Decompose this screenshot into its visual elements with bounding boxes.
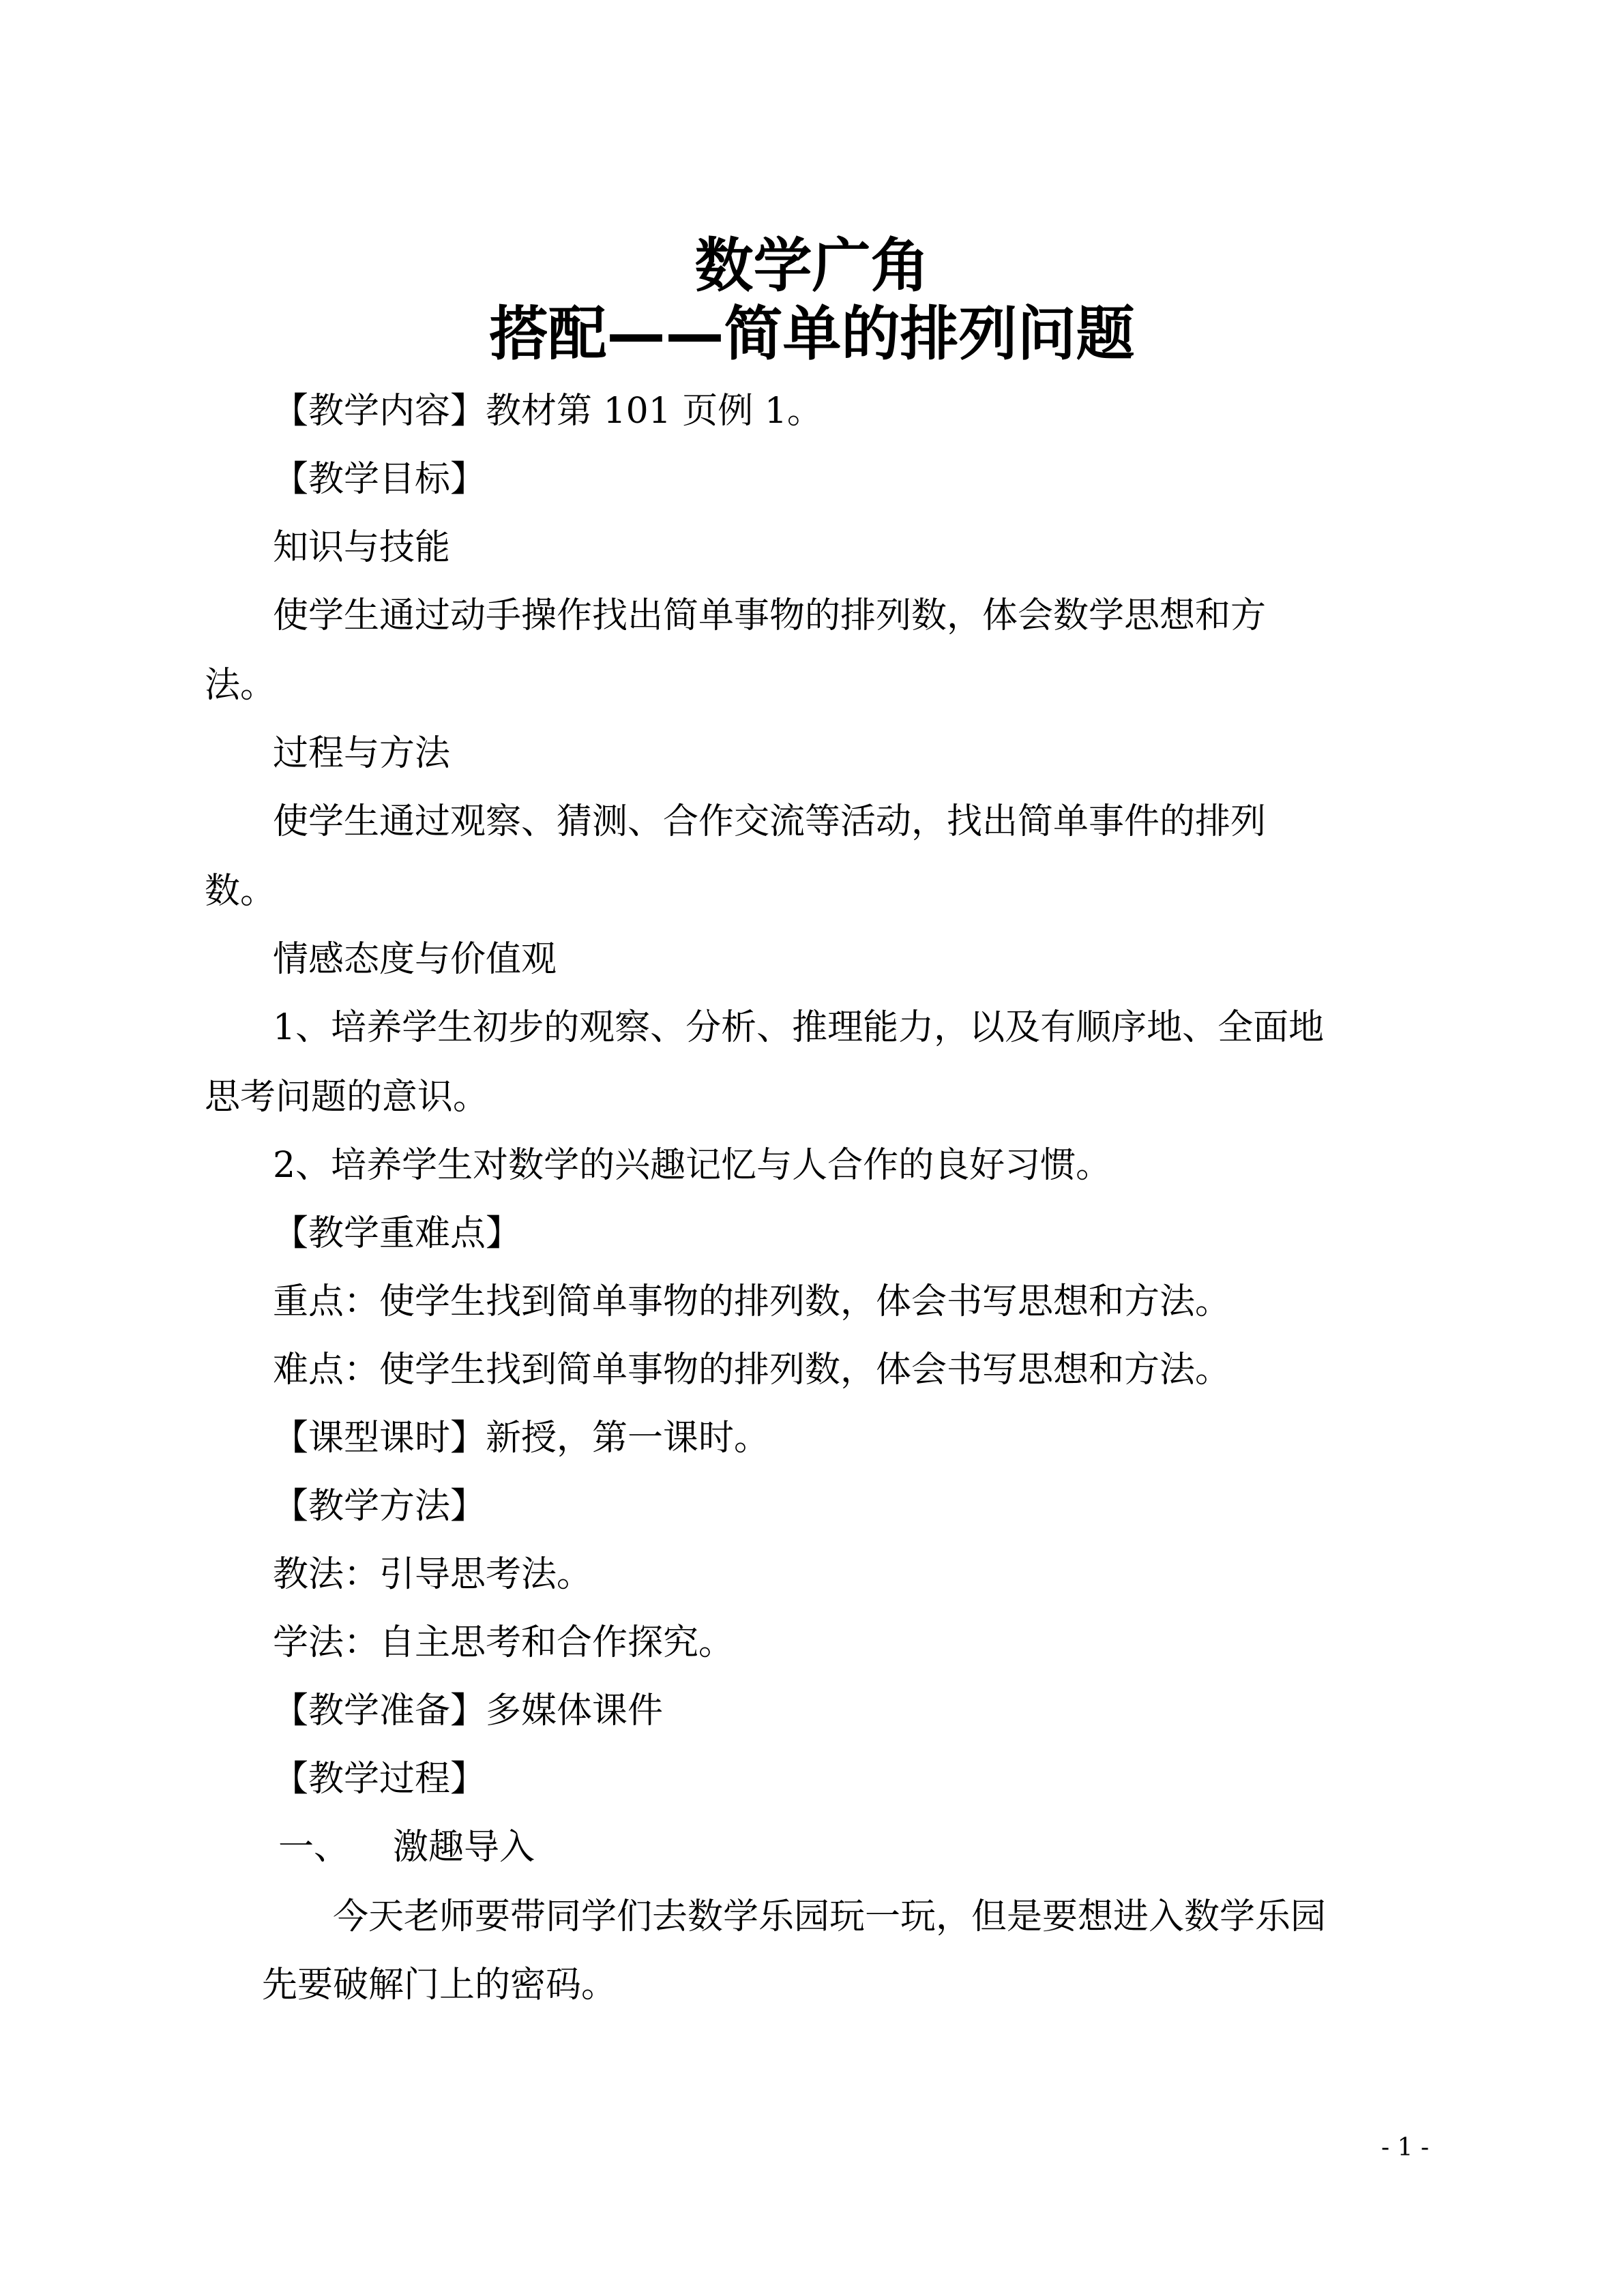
knowledge-skills-text-line2: 法。 (205, 665, 276, 706)
teaching-content: 【教学内容】教材第 101 页例 1。 (273, 391, 823, 432)
lesson-type: 【课型课时】新授，第一课时。 (273, 1418, 770, 1459)
teaching-preparation: 【教学准备】多媒体课件 (273, 1690, 664, 1731)
step-1-number: 一、 (278, 1827, 350, 1868)
key-difficult-heading: 【教学重难点】 (273, 1213, 522, 1254)
teaching-methods-heading: 【教学方法】 (273, 1486, 486, 1527)
document-title: 数学广角 (694, 232, 930, 300)
teaching-method: 教法：引导思考法。 (273, 1554, 593, 1595)
difficult-point: 难点：使学生找到简单事物的排列数，体会书写思想和方法。 (273, 1350, 1231, 1390)
intro-text-line2: 先要破解门上的密码。 (262, 1965, 617, 2006)
process-method-text-line2: 数。 (205, 871, 276, 912)
step-1-title: 激趣导入 (393, 1827, 535, 1868)
document-subtitle: 搭配——简单的排列问题 (489, 300, 1135, 368)
page-number: - 1 - (1381, 2134, 1430, 2162)
knowledge-skills-text-line1: 使学生通过动手操作找出简单事物的排列数，体会数学思想和方 (273, 595, 1267, 636)
emotion-item-1-line1: 1、培养学生初步的观察、分析、推理能力，以及有顺序地、全面地 (273, 1007, 1325, 1048)
emotion-item-1-line2: 思考问题的意识。 (205, 1077, 489, 1118)
key-point: 重点：使学生找到简单事物的排列数，体会书写思想和方法。 (273, 1281, 1231, 1322)
teaching-goals-heading: 【教学目标】 (273, 459, 486, 500)
teaching-process-heading: 【教学过程】 (273, 1759, 486, 1800)
knowledge-skills-heading: 知识与技能 (273, 527, 451, 568)
emotion-item-2: 2、培养学生对数学的兴趣记忆与人合作的良好习惯。 (273, 1145, 1112, 1186)
intro-text-line1: 今天老师要带同学们去数学乐园玩一玩，但是要想进入数学乐园 (333, 1896, 1327, 1937)
process-method-heading: 过程与方法 (273, 733, 451, 774)
emotion-values-heading: 情感态度与价值观 (273, 939, 557, 980)
process-method-text-line1: 使学生通过观察、猜测、合作交流等活动，找出简单事件的排列 (273, 801, 1267, 842)
learning-method: 学法：自主思考和合作探究。 (273, 1622, 735, 1663)
